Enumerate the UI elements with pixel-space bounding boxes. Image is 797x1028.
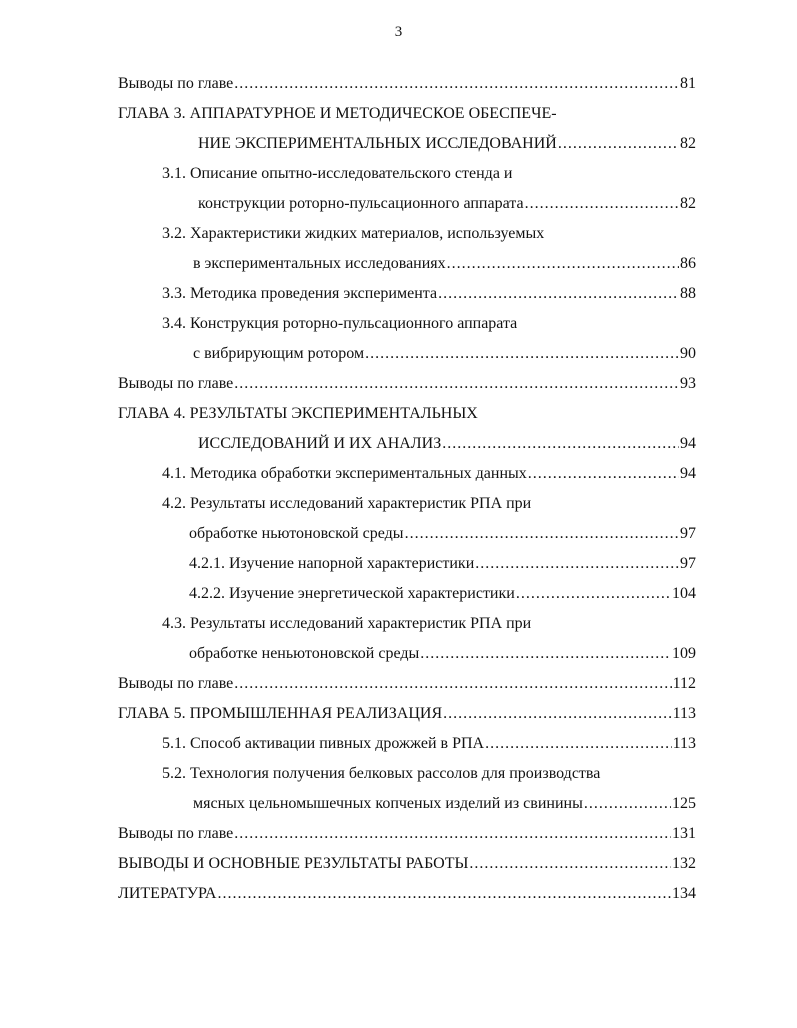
toc-entry	[189, 583, 696, 605]
toc-entry	[118, 823, 696, 845]
toc-entry-title: 3.3. Методика проведения эксперимента	[162, 285, 438, 302]
dot-leader	[405, 523, 679, 545]
toc-entry-page: 90	[680, 345, 696, 362]
toc-entry-title: в экспериментальных исследованиях	[193, 255, 446, 272]
toc-entry-title: Выводы по главе	[118, 825, 234, 842]
toc-entry-title: 5.2. Технология получения белковых рассолов для производства	[162, 765, 601, 782]
toc-entry-title: 4.2. Результаты исследований характеристик РПА при	[162, 495, 532, 512]
dot-leader	[516, 583, 671, 605]
toc-entry-title: конструкции роторно-пульсационного аппарата	[198, 195, 524, 212]
dot-leader	[558, 133, 679, 155]
toc-entry	[193, 793, 696, 815]
toc-entry	[118, 703, 696, 725]
toc-entry-page: 113	[672, 735, 696, 752]
toc-entry	[118, 883, 696, 905]
dot-leader	[234, 73, 679, 95]
toc-entry	[189, 553, 696, 575]
toc-entry-page: 132	[672, 855, 696, 872]
toc-entry-title: обработке ньютоновской среды	[189, 525, 404, 542]
toc-entry	[118, 73, 696, 95]
toc-entry-title: 3.4. Конструкция роторно-пульсационного аппарата	[162, 315, 518, 332]
toc-entry-title: 3.1. Описание опытно-исследовательского стенда и	[162, 165, 513, 182]
dot-leader	[234, 673, 671, 695]
dot-leader	[485, 733, 672, 755]
toc-entry-title: Выводы по главе	[118, 75, 234, 92]
dot-leader	[442, 433, 679, 455]
toc-entry-title: 5.1. Способ активации пивных дрожжей в РПА	[162, 735, 485, 752]
toc-entry-page: 86	[680, 255, 696, 272]
toc-entry-page: 109	[672, 645, 696, 662]
toc-entry-title: 4.1. Методика обработки экспериментальных данных	[162, 465, 527, 482]
toc-entry-page: 94	[680, 465, 696, 482]
toc-entry-title: ГЛАВА 3. АППАРАТУРНОЕ И МЕТОДИЧЕСКОЕ ОБЕСПЕЧЕ-	[118, 105, 557, 122]
toc-entry-page: 93	[680, 375, 696, 392]
toc-entry-title: мясных цельномышечных копченых изделий из свинины	[193, 795, 583, 812]
page-number: 3	[394, 24, 403, 40]
toc-entry	[162, 463, 696, 485]
dot-leader	[475, 553, 679, 575]
toc-entry	[198, 433, 696, 455]
toc-entry	[118, 673, 696, 695]
toc-entry-page: 88	[680, 285, 696, 302]
toc-entry-page: 94	[680, 435, 696, 452]
toc-entry-title: с вибрирующим ротором	[193, 345, 365, 362]
toc-entry-page: 134	[672, 885, 696, 902]
toc-entry-page: 131	[672, 825, 696, 842]
toc-entry-page: 81	[680, 75, 696, 92]
toc-entry-title: ГЛАВА 5. ПРОМЫШЛЕННАЯ РЕАЛИЗАЦИЯ	[118, 705, 443, 722]
dot-leader	[528, 463, 679, 485]
toc-entry-title: Выводы по главе	[118, 375, 234, 392]
toc-entry-title: НИЕ ЭКСПЕРИМЕНТАЛЬНЫХ ИССЛЕДОВАНИЙ	[198, 135, 557, 152]
toc-entry	[189, 523, 696, 545]
toc-entry-page: 125	[672, 795, 696, 812]
toc-entry	[189, 643, 696, 665]
toc-entry-page: 97	[680, 555, 696, 572]
toc-entry-page: 112	[672, 675, 696, 692]
dot-leader	[217, 883, 671, 905]
dot-leader	[234, 373, 679, 395]
toc-entry	[193, 343, 696, 365]
dot-leader	[365, 343, 679, 365]
toc-entry-title: ЛИТЕРАТУРА	[118, 885, 217, 902]
dot-leader	[420, 643, 671, 665]
dot-leader	[447, 253, 679, 275]
toc-entry	[118, 373, 696, 395]
toc-entry-page: 104	[672, 585, 696, 602]
toc-entry	[162, 283, 696, 305]
toc-entry	[162, 733, 696, 755]
toc-entry-page: 113	[672, 705, 696, 722]
toc-entry-title: 3.2. Характеристики жидких материалов, используемых	[162, 225, 545, 242]
toc-entry-title: 4.2.1. Изучение напорной характеристики	[189, 555, 475, 572]
toc-entry-title: 4.2.2. Изучение энергетической характеристики	[189, 585, 515, 602]
toc-entry	[193, 253, 696, 275]
toc-entry	[118, 853, 696, 875]
toc-entry-title: обработке неньютоновской среды	[189, 645, 420, 662]
dot-leader	[234, 823, 671, 845]
toc-entry-page: 82	[680, 195, 696, 212]
dot-leader	[584, 793, 671, 815]
toc-entry-title: ИССЛЕДОВАНИЙ И ИХ АНАЛИЗ	[198, 435, 442, 452]
toc-entry	[198, 133, 696, 155]
dot-leader	[438, 283, 679, 305]
toc-entry-title: 4.3. Результаты исследований характеристик РПА при	[162, 615, 532, 632]
dot-leader	[469, 853, 671, 875]
toc-entry-title: ГЛАВА 4. РЕЗУЛЬТАТЫ ЭКСПЕРИМЕНТАЛЬНЫХ	[118, 405, 478, 422]
toc-entry-page: 82	[680, 135, 696, 152]
toc-entry-title: Выводы по главе	[118, 675, 234, 692]
toc-entry-page: 97	[680, 525, 696, 542]
toc-entry-title: ВЫВОДЫ И ОСНОВНЫЕ РЕЗУЛЬТАТЫ РАБОТЫ	[118, 855, 469, 872]
toc-entry	[198, 193, 696, 215]
dot-leader	[443, 703, 671, 725]
dot-leader	[525, 193, 679, 215]
